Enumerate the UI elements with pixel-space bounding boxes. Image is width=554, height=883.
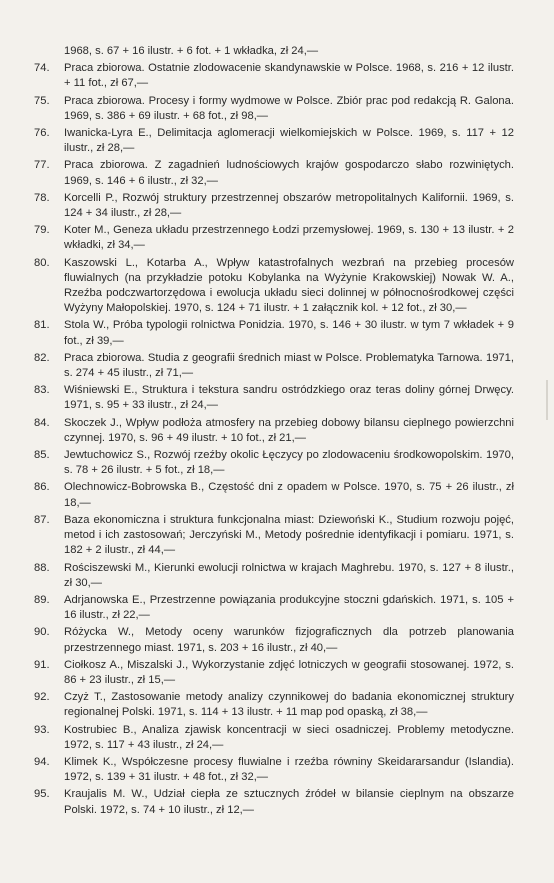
entry-number: 92. <box>34 691 50 704</box>
entry-number: 81. <box>34 319 50 332</box>
entry-number: 83. <box>34 384 50 397</box>
entry-number: 79. <box>34 224 50 237</box>
entry-number: 90. <box>34 626 50 639</box>
list-item <box>34 723 514 753</box>
entry-text: Praca zbiorowa. Ostatnie zlodowacenie skandynawskie w Polsce. 1968, s. 216 + 12 ilustr. + 11 fot., zł 67,— <box>64 62 514 90</box>
entry-number: 78. <box>34 191 50 204</box>
entry-number: 75. <box>34 94 50 107</box>
entry-text: Iwanicka-Lyra E., Delimitacja aglomeracji wielkomiejskich w Polsce. 1969, s. 117 + 12 ilustr., zł 28,— <box>64 127 514 155</box>
entry-text: Wiśniewski E., Struktura i tekstura sandru ostródzkiego oraz teras doliny górnej Drwęcy. 1971, s. 95 + 33 ilustr., zł 24,— <box>64 384 514 412</box>
entry-text: Rościszewski M., Kierunki ewolucji rolnictwa w krajach Maghrebu. 1970, s. 127 + 8 ilustr., zł 30,— <box>64 561 514 589</box>
list-item <box>34 658 514 688</box>
list-item <box>34 625 514 655</box>
entry-text: Różycka W., Metody oceny warunków fizjograficznych dla potrzeb planowania przestrzennego miast. 1971, s. 203 + 16 ilustr., zł 40,— <box>64 626 514 654</box>
list-item <box>34 351 514 381</box>
entry-text: Praca zbiorowa. Procesy i formy wydmowe w Polsce. Zbiór prac pod redakcją R. Galona. 1969, s. 386 + 69 ilustr. + 68 fot., zł 98,— <box>64 94 514 122</box>
entry-number: 74. <box>34 62 50 75</box>
entry-number: 94. <box>34 755 50 768</box>
list-item <box>34 416 514 446</box>
entry-text: Koter M., Geneza układu przestrzennego Łodzi przemysłowej. 1969, s. 130 + 13 ilustr. + 2 wkładki, zł 34,— <box>64 224 514 252</box>
continued-entry-text: 1968, s. 67 + 16 ilustr. + 6 fot. + 1 wkładka, zł 24,— <box>64 45 319 57</box>
scan-margin-mark <box>546 380 548 420</box>
entry-text: Kaszowski L., Kotarba A., Wpływ katastrofalnych wezbrań na przebieg procesów fluwialnych (na przykładzie potoku Kobylanka na Wyżynie Krakowskiej) Nowak W. A., Rzeźba podczwartorzędowa i ewolucja układu sieci dolinnej w północnośrodkowej części Wyżyny Małopolskiej. 1970, s. 124 + 71 ilustr. + 1 załącznik kol. + 12 fot., zł 30,— <box>64 256 514 315</box>
entry-number: 88. <box>34 561 50 574</box>
list-item <box>34 94 514 124</box>
list-item <box>34 480 514 510</box>
entry-text: Kostrubiec B., Analiza zjawisk koncentracji w sieci osadniczej. Problemy metodyczne. 1972, s. 117 + 43 ilustr., zł 24,— <box>64 723 514 751</box>
entry-number: 76. <box>34 127 50 140</box>
entry-text: Kraujalis M. W., Udział ciepła ze sztucznych źródeł w bilansie cieplnym na obszarze Polski. 1972, s. 74 + 10 ilustr., zł 12,— <box>64 788 514 816</box>
list-item <box>34 223 514 253</box>
entry-number: 85. <box>34 449 50 462</box>
entry-text: Baza ekonomiczna i struktura funkcjonalna miast: Dziewoński K., Studium rozwoju pojęć, metod i ich zastosowań; Jerczyński M., Metody pośrednie identyfikacji i pomiaru. 1971, s. 182 + 2 ilustr., zł 44,— <box>64 513 514 557</box>
entry-text: Praca zbiorowa. Z zagadnień ludnościowych krajów gospodarczo słabo rozwiniętych. 1969, s. 146 + 6 ilustr., zł 32,— <box>64 159 514 187</box>
list-item <box>34 593 514 623</box>
entry-text: Skoczek J., Wpływ podłoża atmosfery na przebieg dobowy bilansu cieplnego powierzchni czynnej. 1970, s. 96 + 49 ilustr. + 10 fot., zł 21,— <box>64 416 514 444</box>
list-item <box>34 755 514 785</box>
entry-text: Adrjanowska E., Przestrzenne powiązania produkcyjne stoczni gdańskich. 1971, s. 105 + 16 ilustr., zł 22,— <box>64 593 514 622</box>
entry-text: Praca zbiorowa. Studia z geografii średnich miast w Polsce. Problematyka Tarnowa. 1971, s. 274 + 45 ilustr., zł 71,— <box>64 351 514 380</box>
list-item <box>34 448 514 478</box>
entry-number: 80. <box>34 256 50 269</box>
entry-number: 84. <box>34 416 50 429</box>
list-item <box>34 383 514 413</box>
list-item <box>34 513 514 559</box>
entry-number: 95. <box>34 788 50 801</box>
list-item <box>34 318 514 348</box>
list-item <box>34 158 514 188</box>
entry-text: Stola W., Próba typologii rolnictwa Ponidzia. 1970, s. 146 + 30 ilustr. w tym 7 wkładek + 9 fot., zł 39,— <box>64 319 514 347</box>
entry-text: Jewtuchowicz S., Rozwój rzeźby okolic Łęczycy po zlodowaceniu środkowopolskim. 1970, s. 78 + 26 ilustr. + 5 fot., zł 18,— <box>64 449 514 477</box>
list-item <box>34 690 514 720</box>
list-item <box>34 561 514 591</box>
entry-text: Korcelli P., Rozwój struktury przestrzennej obszarów metropolitalnych Kalifornii. 1969, s. 124 + 34 ilustr., zł 28,— <box>64 191 514 220</box>
entry-number: 91. <box>34 658 50 671</box>
entry-text: Klimek K., Współczesne procesy fluwialne i rzeźba równiny Skeidararsandur (Islandia). 1972, s. 139 + 31 ilustr. + 48 fot., zł 32,— <box>64 755 514 784</box>
entry-text: Olechnowicz-Bobrowska B., Częstość dni z opadem w Polsce. 1970, s. 75 + 26 ilustr., zł 18,— <box>64 481 514 509</box>
entry-number: 77. <box>34 159 50 172</box>
publication-list <box>34 61 514 818</box>
list-item <box>34 126 514 156</box>
list-item <box>34 787 514 817</box>
entry-number: 82. <box>34 351 50 364</box>
entry-number: 87. <box>34 513 50 526</box>
entry-number: 86. <box>34 481 50 494</box>
list-item <box>34 256 514 317</box>
entry-text: Ciołkosz A., Miszalski J., Wykorzystanie zdjęć lotniczych w geografii stosowanej. 1972, s. 86 + 23 ilustr., zł 15,— <box>64 658 514 686</box>
list-item <box>34 61 514 91</box>
list-item <box>34 191 514 221</box>
entry-text: Czyż T., Zastosowanie metody analizy czynnikowej do badania ekonomicznej struktury regionalnej Polski. 1971, s. 114 + 13 ilustr. + 11 map pod opaską, zł 38,— <box>64 691 514 719</box>
entry-number: 93. <box>34 723 50 736</box>
entry-number: 89. <box>34 593 50 606</box>
